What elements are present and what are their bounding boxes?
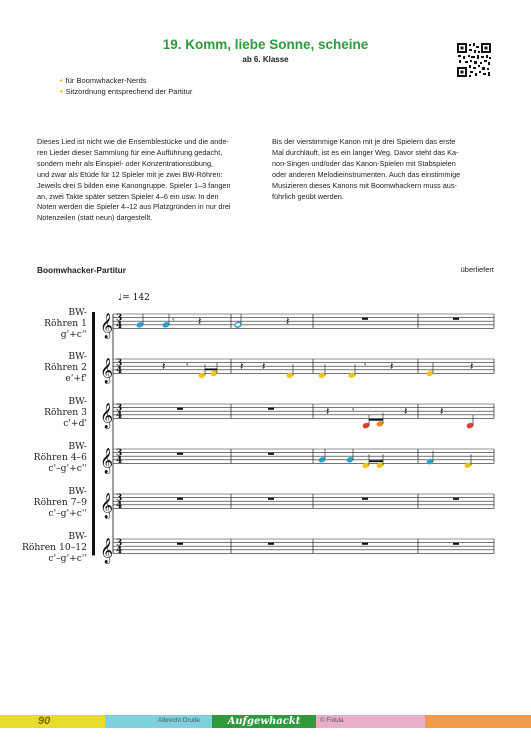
time-signature-bottom: 4 [116, 410, 123, 421]
eighth-rest-icon: 𝄾 [186, 361, 189, 371]
instrument-label-5: BW- Röhren 7–9 c'–g'+c'' [33, 486, 87, 519]
whole-rest-icon [453, 498, 459, 500]
page-number: 90 [38, 715, 51, 727]
whole-rest-icon [362, 318, 368, 320]
instrument-label-4: BW- Röhren 4–6 c'–g'+c'' [33, 441, 87, 474]
time-signature-bottom: 4 [116, 545, 123, 556]
treble-clef-icon: 𝄞 [100, 493, 114, 519]
treble-clef-icon: 𝄞 [100, 403, 114, 429]
text-column-right: Bis der vierstimmige Kanon mit je drei Spielern das erste Mal durchläuft, ist es ein langer Weg. Davor steht das Ka- non-Singen und/oder das Kanon-Spielen mit Stabspielen oder anderen Melodieinstrumenten. Auch das einstimmige Musizieren dieses Kanons mit Boomwhackern muss aus- führlich geübt werden. [272, 137, 461, 201]
time-signature-top: 3 [116, 358, 123, 369]
treble-clef-icon: 𝄞 [100, 358, 114, 384]
bullet-icon: • [60, 87, 63, 96]
feature-item: • Sitzordnung entsprechend der Partitur [60, 87, 193, 96]
whole-rest-icon [362, 498, 368, 500]
instrument-label-2: BW- Röhren 2 e'+f' [44, 351, 87, 384]
page-footer [0, 715, 531, 728]
footer-band-yellow [0, 715, 105, 728]
instrument-label-1: BW- Röhren 1 g'+c'' [44, 307, 87, 340]
quarter-rest-icon: 𝄽 [240, 359, 244, 373]
quarter-rest-icon: 𝄽 [390, 359, 394, 373]
quarter-rest-icon: 𝄽 [198, 314, 202, 328]
whole-rest-icon [268, 543, 274, 545]
instrument-label-6: BW- Röhren 10–12 c'–g'+c'' [21, 531, 87, 564]
score-heading: Boomwhacker-Partitur [37, 265, 126, 275]
eighth-rest-icon: 𝄾 [364, 361, 367, 371]
whole-rest-icon [177, 453, 183, 455]
whole-rest-icon [453, 543, 459, 545]
whole-rest-icon [268, 498, 274, 500]
time-signature-bottom: 4 [116, 500, 123, 511]
quarter-rest-icon: 𝄽 [286, 314, 290, 328]
text-column-left: Dieses Lied ist nicht wie die Ensemblestücke und die ande- ren Lieder dieser Sammlung für eine Aufführung gedacht, sondern mehr als Einspiel- oder Konzentrationsübung, und zwar als Etüde für 12 Spieler mit je zwei BW-Röhren: Jeweils drei S bilden eine Kanongruppe. Spieler 1–3 fangen an, zwei Takte später setzen Spieler 4–6 ein usw. In den Noten werden die Spieler 4–12 aus Platzgründen in nur drei Notenzeilen (statt neun) dargestellt. [37, 137, 231, 223]
quarter-rest-icon: 𝄽 [440, 404, 444, 418]
grade-level: ab 6. Klasse [242, 55, 289, 64]
eighth-rest-icon: 𝄾 [172, 316, 175, 326]
tempo-marking: ♩= 142 [118, 293, 150, 303]
quarter-rest-icon: 𝄽 [326, 404, 330, 418]
footer-brand: Aufgewhackt [227, 716, 301, 727]
footer-band-orange [425, 715, 531, 728]
eighth-rest-icon: 𝄾 [352, 406, 355, 416]
time-signature-top: 3 [116, 538, 123, 549]
treble-clef-icon: 𝄞 [100, 538, 114, 564]
time-signature-bottom: 4 [116, 455, 123, 466]
score-source: überliefert [460, 265, 494, 274]
footer-author: Albrecht Drude [158, 717, 200, 724]
time-signature-top: 3 [116, 313, 123, 324]
whole-rest-icon [268, 408, 274, 410]
whole-rest-icon [362, 543, 368, 545]
quarter-rest-icon: 𝄽 [404, 404, 408, 418]
whole-rest-icon [177, 498, 183, 500]
song-title: 19. Komm, liebe Sonne, scheine [162, 37, 369, 52]
bullet-icon: • [60, 76, 63, 85]
quarter-rest-icon: 𝄽 [162, 359, 166, 373]
feature-item: • für Boomwhacker-Nerds [60, 76, 147, 85]
whole-rest-icon [453, 318, 459, 320]
time-signature-bottom: 4 [116, 365, 123, 376]
whole-rest-icon [177, 543, 183, 545]
time-signature-top: 3 [116, 448, 123, 459]
quarter-rest-icon: 𝄽 [262, 359, 266, 373]
time-signature-bottom: 4 [116, 320, 123, 331]
treble-clef-icon: 𝄞 [100, 448, 114, 474]
whole-rest-icon [177, 408, 183, 410]
quarter-rest-icon: 𝄽 [470, 359, 474, 373]
time-signature-top: 3 [116, 403, 123, 414]
instrument-label-3: BW- Röhren 3 c'+d' [44, 396, 87, 429]
system-bracket [92, 312, 95, 555]
footer-publisher: © Fidula [320, 717, 344, 724]
time-signature-top: 3 [116, 493, 123, 504]
whole-rest-icon [268, 453, 274, 455]
treble-clef-icon: 𝄞 [100, 313, 114, 339]
